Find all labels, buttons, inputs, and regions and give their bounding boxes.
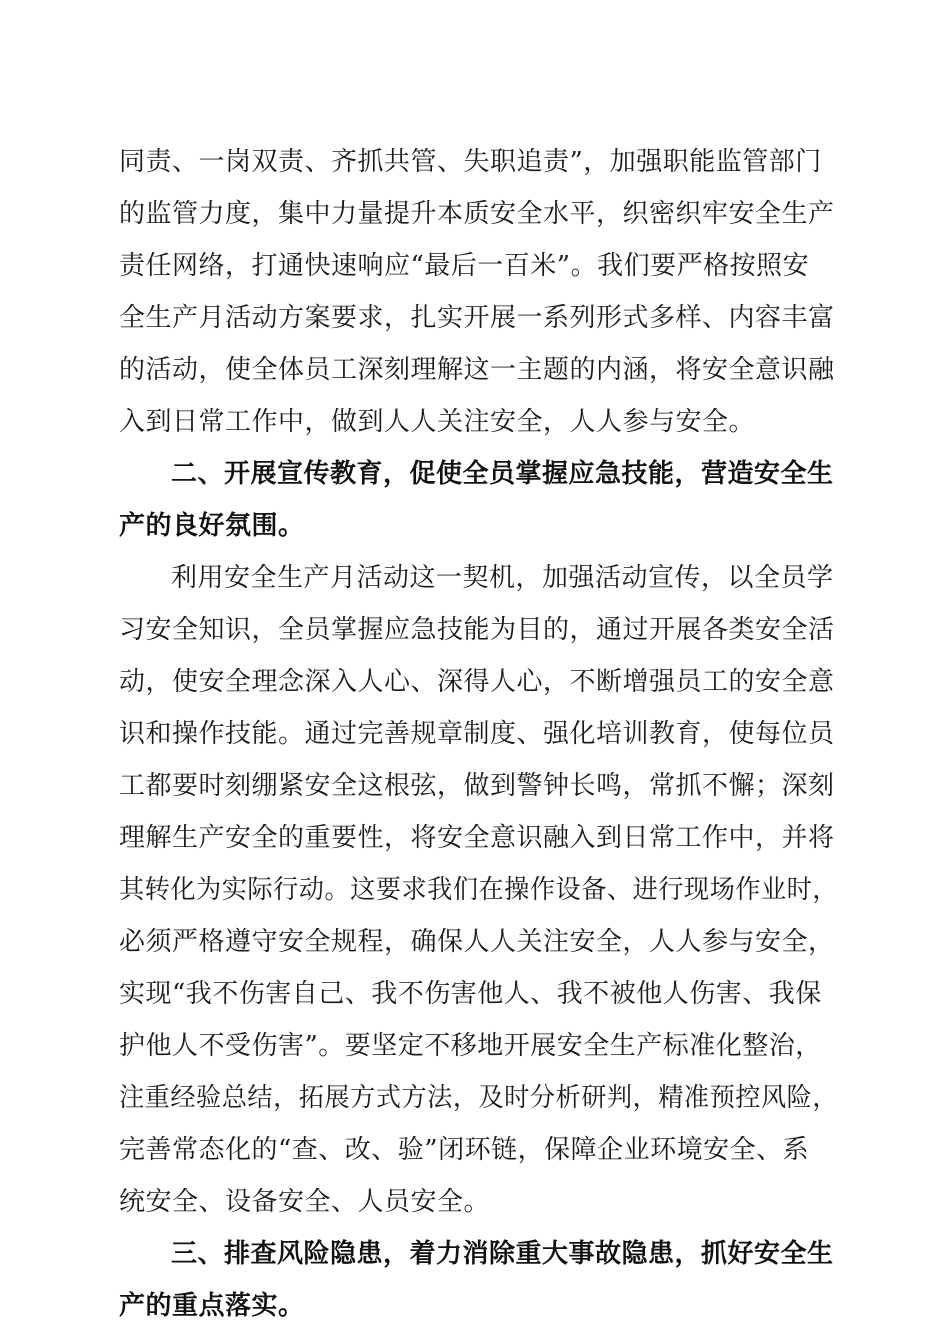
section-heading-3-cont: 产的重点落实。 bbox=[119, 1291, 305, 1321]
body-text-line: 护他人不受伤害”。要坚定不移地开展安全生产标准化整治， bbox=[119, 1031, 822, 1061]
body-text-line: 实现“我不伤害自己、我不伤害他人、我不被他人伤害、我保 bbox=[119, 979, 822, 1009]
section-heading-2-cont: 产的良好氛围。 bbox=[119, 511, 305, 541]
body-text-line: 识和操作技能。通过完善规章制度、强化培训教育，使每位员 bbox=[119, 719, 835, 749]
body-text-line: 必须严格遵守安全规程，确保人人关注安全，人人参与安全， bbox=[119, 927, 835, 957]
body-text-line: 同责、一岗双责、齐抓共管、失职追责”，加强职能监管部门 bbox=[119, 147, 822, 177]
body-text-line: 其转化为实际行动。这要求我们在操作设备、进行现场作业时， bbox=[119, 875, 839, 905]
body-text-line: 入到日常工作中，做到人人关注安全，人人参与安全。 bbox=[119, 407, 756, 437]
body-text-line: 的监管力度，集中力量提升本质安全水平，织密织牢安全生产 bbox=[119, 199, 835, 229]
body-text-line: 责任网络，打通快速响应“最后一百米”。我们要严格按照安 bbox=[119, 251, 810, 281]
body-text-line: 的活动，使全体员工深刻理解这一主题的内涵，将安全意识融 bbox=[119, 355, 835, 385]
section-heading-2: 二、开展宣传教育，促使全员掌握应急技能，营造安全生 bbox=[171, 459, 834, 489]
body-text-line: 注重经验总结，拓展方式方法，及时分析研判，精准预控风险， bbox=[119, 1083, 839, 1113]
body-text-line: 利用安全生产月活动这一契机，加强活动宣传，以全员学 bbox=[171, 563, 834, 593]
section-heading-3: 三、排查风险隐患，着力消除重大事故隐患，抓好安全生 bbox=[171, 1239, 834, 1269]
body-text-line: 统安全、设备安全、人员安全。 bbox=[119, 1187, 491, 1217]
body-text-line: 理解生产安全的重要性，将安全意识融入到日常工作中，并将 bbox=[119, 823, 835, 853]
body-text-line: 工都要时刻绷紧安全这根弦，做到警钟长鸣，常抓不懈；深刻 bbox=[119, 771, 835, 801]
body-text-line: 习安全知识，全员掌握应急技能为目的，通过开展各类安全活 bbox=[119, 615, 835, 645]
body-text-line: 完善常态化的“查、改、验”闭环链，保障企业环境安全、系 bbox=[119, 1135, 810, 1165]
body-text-line: 动，使安全理念深入人心、深得人心，不断增强员工的安全意 bbox=[119, 667, 835, 697]
body-text-line: 全生产月活动方案要求，扎实开展一系列形式多样、内容丰富 bbox=[119, 303, 835, 333]
